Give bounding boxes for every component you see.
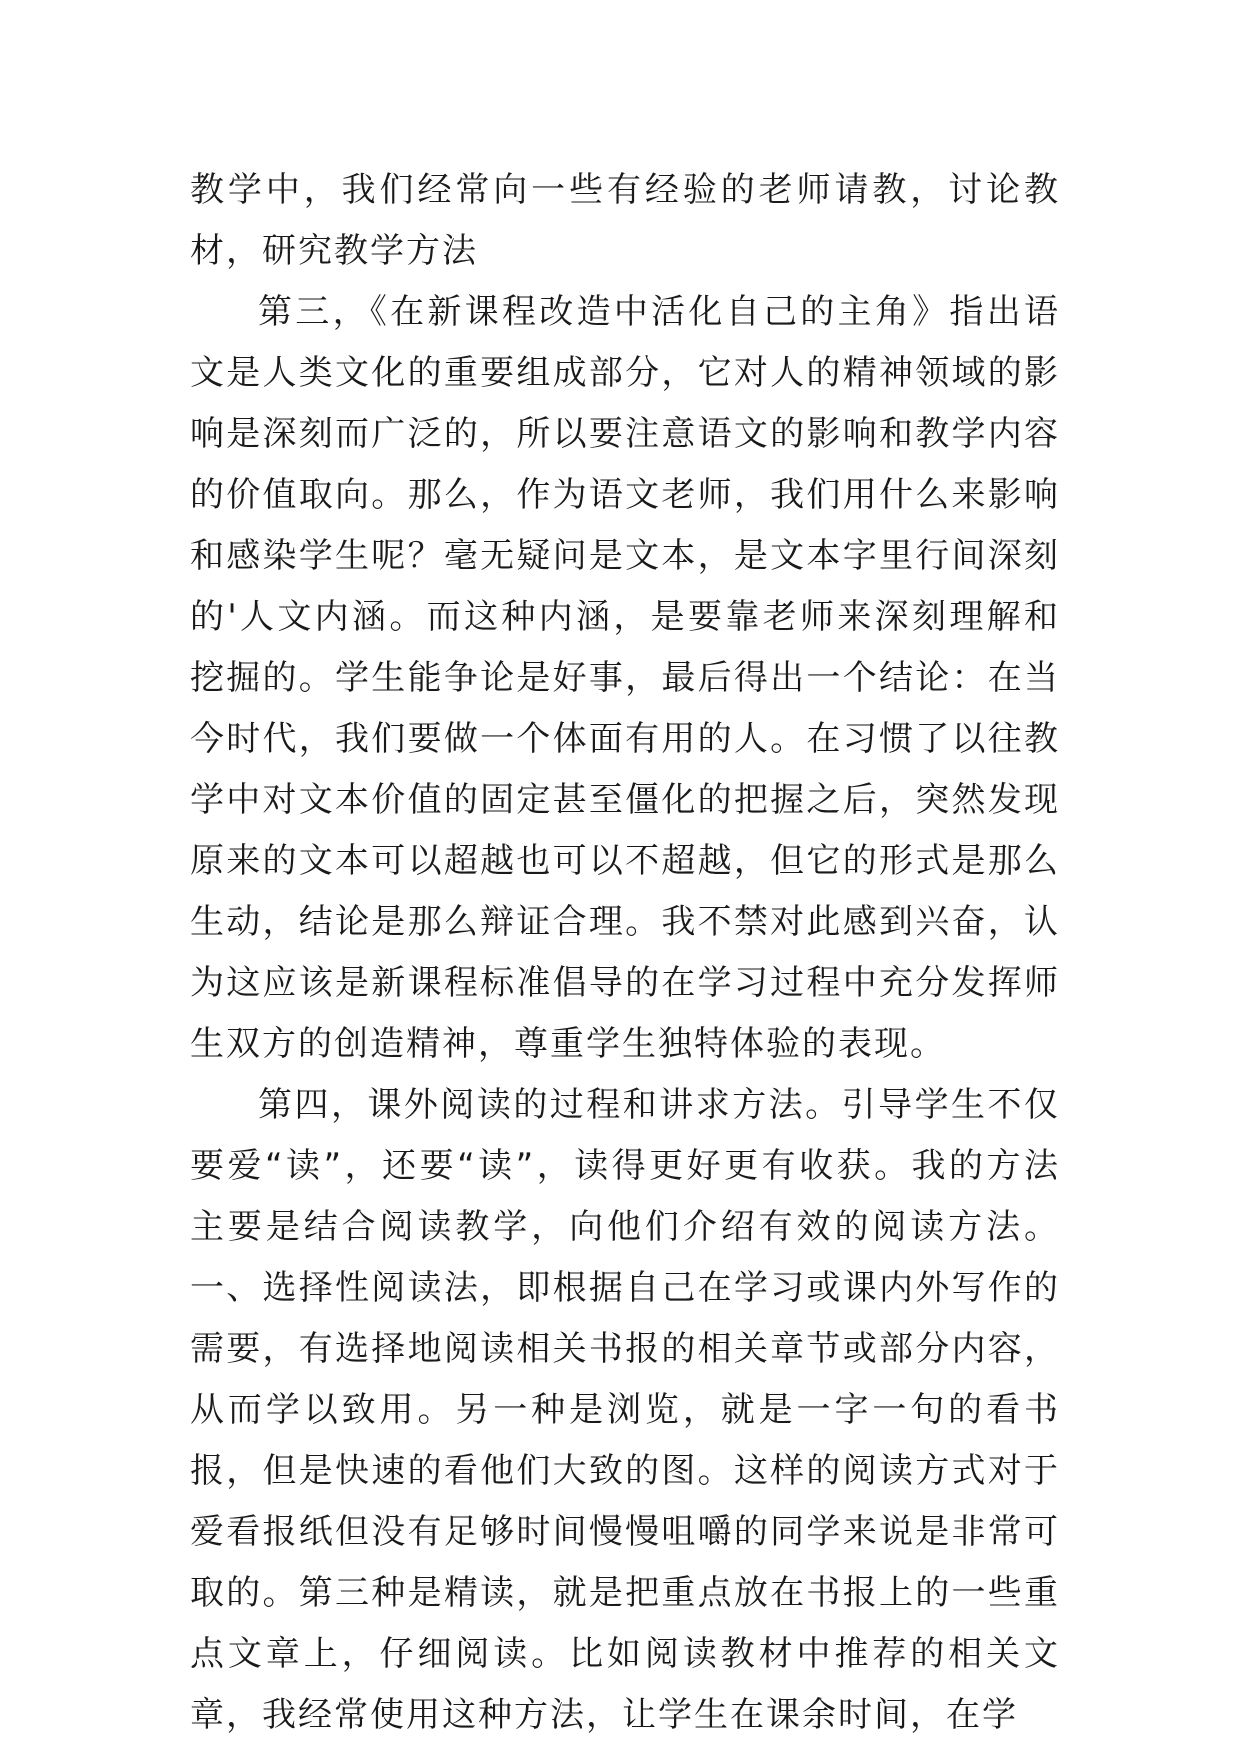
- body-text: [190, 160, 1060, 1746]
- paragraph-third-point: 第三，《在新课程改造中活化自己的主角》指出语文是人类文化的重要组成部分，它对人的精神领域的影响是深刻而广泛的，所以要注意语文的影响和教学内容的价值取向。那么，作为语文老师，我们用什么来影响和感染学生呢？毫无疑问是文本，是文本字里行间深刻的'人文内涵。而这种内涵，是要靠老师来深刻理解和挖掘的。学生能争论是好事，最后得出一个结论：在当今时代，我们要做一个体面有用的人。在习惯了以往教学中对文本价值的固定甚至僵化的把握之后，突然发现原来的文本可以超越也可以不超越，但它的形式是那么生动，结论是那么辩证合理。我不禁对此感到兴奋，认为这应该是新课程标准倡导的在学习过程中充分发挥师生双方的创造精神，尊重学生独特体验的表现。: [190, 292, 1060, 1064]
- paragraph-continuation: 教学中，我们经常向一些有经验的老师请教，讨论教材，研究教学方法: [190, 170, 1060, 271]
- paragraph-fourth-point: 第四，课外阅读的过程和讲求方法。引导学生不仅要爱“读”，还要“读”，读得更好更有收获。我的方法主要是结合阅读教学，向他们介绍有效的阅读方法。一、选择性阅读法，即根据自己在学习或课内外写作的需要，有选择地阅读相关书报的相关章节或部分内容，从而学以致用。另一种是浏览，就是一字一句的看书报，但是快速的看他们大致的图。这样的阅读方式对于爱看报纸但没有足够时间慢慢咀嚼的同学来说是非常可取的。第三种是精读，就是把重点放在书报上的一些重点文章上，仔细阅读。比如阅读教材中推荐的相关文章，我经常使用这种方法，让学生在课余时间，在学: [190, 1085, 1060, 1735]
